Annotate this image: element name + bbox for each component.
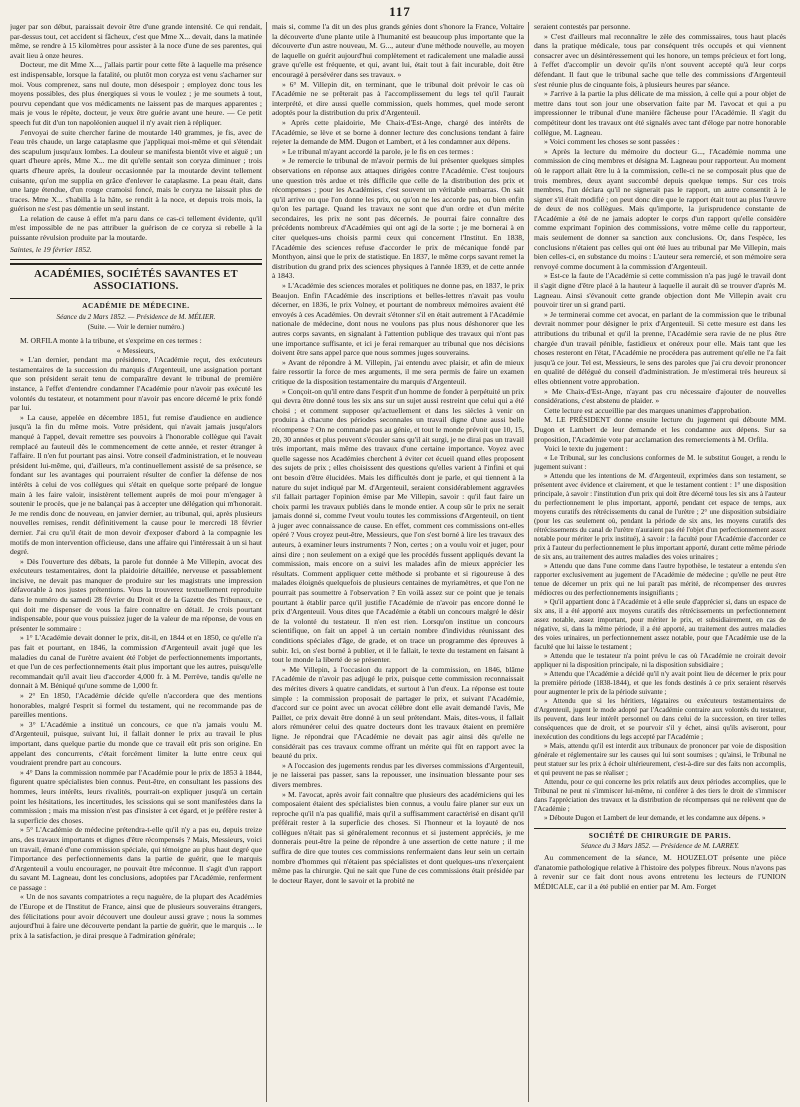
paragraph: J'envoyai de suite chercher farine de moutarde 140 grammes, je fis, avec de l'eau très chaude, un large cataplasme que j'appliquai moi-même et qui s'étendait des scapulum jusqu'aux lombes. La douleur se manifesta bientôt vive et aiguë ; un quart d'heure après, Mme X... me dit qu'elle sentait son coryza diminuer ; trois quarts d'heure après, la douleur occasionnée par la moutarde devint tellement cuisante, qu'on me supplia en grâce d'enlever le cataplasme. La peau était, dans une large étendue, d'un rouge cramoisi foncé, mais le coryza ne laissait plus de traces. Mme X... s'habilla à la hâte, se rendit à la noce, et depuis trois mois, la guérison ne s'est pas démentie un seul instant. (10, 127, 262, 214)
paragraph: Docteur, me dit Mme X..., j'allais partir pour cette fête à laquelle ma présence est indispensable, lorsque la fatalité, ou plutôt mon coryza est venu s'acharner sur moi. Vous comprenez, sans nul doute, mon désespoir ; employez donc tous les moyens possibles, des plus énergiques si vous le voulez ; je me soumets à tout, pourvu cependant que vos médicaments ne laissent pas de marques apparentes ; mais je vous le répète, docteur, je veux être guérie avant une heure. — Ce petit speech fut dit d'un ton napoléonien auquel il n'y avait rien à répliquer. (10, 60, 262, 127)
section-title: ACADÉMIES, SOCIÉTÉS SAVANTES ET ASSOCIATIONS. (34, 269, 238, 293)
paragraph: » C'est d'ailleurs mal reconnaître le zèle des commissaires, tous haut placés dans la pratique médicale, tous par conséquent très occupés et qui viennent consacrer avec un désintéressement qui les honore, un temps précieux et fort long, à l'effet d'accomplir un devoir qu'ils n'ont souvent accepté qu'à leur corps défendant. Il faut que le tribunal sache que telle des commissions d'Argenteuil s'est réunie plus de cinquante fois, à plusieurs heures par séance. (534, 31, 786, 89)
paragraph: » Attendu que si les héritiers, légataires ou exécuteurs testamentaires de d'Argenteuil, jugent le mode adopté par l'Académie contraire aux volontés du testateur, ils peuvent, dans leur intérêt personnel ou dans celui de la succession, en tirer telles conséquences que de droit, et se pourvoir s'il y échet, ainsi qu'ils aviseront, pour inexécution des conditions du legs accepté par l'Académie ; (534, 696, 786, 741)
paragraph: » L'Académie des sciences morales et politiques ne donne pas, en 1837, le prix Beaujon. Enfin l'Académie des inscriptions et belles-lettres n'avait pas voulu décerner, en 1836, le prix Volney, et pourtant de nombreux mémoires avaient été envoyés à ces Académies. On devrait s'étonner s'il en était autrement à l'Académie nationale de médecine, dont nous ne voulons pas plus nous déshonorer que les autres corps savants, en signalant à l'attention publique des travaux qui n'ont pas une importance suffisante, et ici je ferai remarquer au tribunal que nos décisions doivent être sans appel parce que nous sommes juges souverains. (272, 281, 524, 358)
paragraph: » Attendu que l'Académie a décidé qu'il n'y avait point lieu de décerner le prix pour la première période (1838-1844), et que les fonds destinés à ce prix seraient réservés pour augmenter le prix de la période suivante ; (534, 669, 786, 696)
column-rule (266, 22, 267, 1102)
paragraph: » Avant de répondre à M. Villepin, j'ai entendu avec plaisir, et afin de mieux faire ressortir la force de mes arguments, il me sera permis de faire un examen critique de la disposition testamentaire du marquis d'Argenteuil. (272, 357, 524, 386)
paragraph: juger par son début, paraissait devoir être d'une grande intensité. Ce qui rendait, par-dessus tout, cet accident si fâcheux, c'est que Mme X... devait, dans la matinée même, se rendre à 15 kilomètres pour assister à la noce d'une de ses parentes, qui avait lieu à onze heures. (10, 22, 262, 60)
paragraph: » Mais, attendu qu'il est interdit aux tribunaux de prononcer par voie de disposition générale et réglementaire sur les causes qui lui sont soumises ; qu'ainsi, le Tribunal ne peut statuer sur les prix à échoir ultérieurement, c'est-à-dire sur des faits non accomplis, et qui peuvent ne pas se réaliser ; (534, 741, 786, 777)
paragraph: » 5° L'Académie de médecine prétendra-t-elle qu'il n'y a pas eu, depuis treize ans, des travaux importants et dignes d'être récompensés ? Mais, Messieurs, voici un travail, émané d'une commission spéciale, qui témoigne au plus haut degré que l'importance des perfectionnements dans la partie de guérir, que le marquis d'Argenteuil a voulu encourager, ne pouvait être méconnue. Il s'agit d'un rapport du savant M. Lagneau, dont les conclusions, adoptées par l'Académie, renferment ce passage : (10, 825, 262, 892)
paragraph: » Le tribunal m'ayant accordé la parole, je le fis en ces termes : (282, 146, 474, 156)
divider (10, 259, 262, 260)
paragraph: » Me Villepin, à l'occasion du rapport de la commission, en 1846, blâme l'Académie de n'avoir pas adjugé le prix, puisque cette commission reconnaissait des mérites divers à quatre candidats, et surtout à l'un d'eux. La réponse est toute simple : la commission proposait de partager le prix, et suivant l'Académie, d'accord sur ce point avec un avocat célèbre dont elle avait demandé l'avis, Me Paillet, ce prix devait être donné à un seul prétendant. Mais, dites-vous, il fallait alors rémunérer celui des quatre docteurs dont les travaux étaient en première ligne. Je répondrai que l'Académie ne devait pas agir ainsi dès qu'elle ne considérait pas ces travaux comme offrant un mérite qui fût en rapport avec la beauté du prix. (272, 664, 524, 761)
paragraph: Voici le texte du jugement : (544, 444, 628, 454)
paragraph: » Je remercie le tribunal de m'avoir permis de lui présenter quelques simples observations en réponse aux attaques dirigées contre l'Académie. C'est toujours une question très ardue et très difficile que celle de la distribution des prix et récompenses ; pour les Académies, c'est souvent un véritable embarras. On sait qu'il arrive ou que l'on donne les prix, ou qu'on ne les accorde pas, ou bien enfin qu'on les partage. Quand les travaux ne sont que d'un ordre et d'un mérite secondaires, les prix ne sont pas décernés. Je pourrai faire connaître des précédents nombreux d'Académies qui ont agi de la sorte ; je me bornerai à en citer quelques-uns choisis parmi ceux qui concernent l'Institut. En 1838, l'Académie des sciences refuse d'accorder le prix de mécanique fondé par Monthyon, ainsi que le prix de statistique. En 1837, le même corps savant remet la distribution du grand prix des sciences physiques à l'année 1839, et de cette année à 1843. (272, 156, 524, 281)
paragraph: » Je terminerai comme cet avocat, en parlant de la commission que le tribunal devrait nommer pour désigner le prix d'Argenteuil. Si cette mesure est dans les attributions du tribunal et qu'il la prenne, l'Académie sera ravie de ne plus être chargée d'un travail pénible, fastidieux et onéreux pour elle. Mais tant que les choses resteront en l'état, l'Académie ne procédera pas autrement qu'elle ne l'a fait jusqu'à ce jour. Tel est, Messieurs, le sens des paroles que j'ai cru devoir prononcer en qualité de délégué du conseil d'administration. Je m'estimerai très heureux si elles obtiennent votre approbation. (534, 309, 786, 386)
divider (10, 298, 262, 299)
continuation-note: (Suite. — Voir le dernier numéro.) (87, 323, 185, 332)
paragraph: » 4° Dans la commission nommée par l'Académie pour le prix de 1853 à 1844, figurent quatre spécialistes bien connus. Peut-être, en consultant les passions des hommes, leurs intérêts, leurs rivalités, pourrait-on expliquer jusqu'à un certain point les hésitations, les incertitudes, les scissions qui se sont manifestées dans la commission ; mais ma mission n'est pas d'insister à cet égard, et je préfère rester à la superficie des choses. (10, 767, 262, 825)
paragraph: » Déboute Dugon et Lambert de leur demande, et les condamne aux dépens. » (544, 813, 766, 822)
academy-heading: ACADÉMIE DE MÉDECINE. (82, 302, 190, 311)
paragraph: » Dès l'ouverture des débats, la parole fut donnée à Me Villepin, avocat des exécuteurs testamentaires, dont la plaidoirie détaillée, nerveuse et passablement incisive, ne devait pas manquer de produire sur les magistrats une impression défavorable à nos justes prétentions. Vous la trouverez textuellement reproduite dans le numéro du samedi 28 février du Droit et de la Gazette des Tribunaux, ce qui doit me dispenser de vous la faire connaître en détail. Je crois pourtant indispensable, pour que vous puissiez juger de la valeur de ma réponse, de vous en présenter le sommaire : (10, 556, 262, 633)
society-heading: SOCIÉTÉ DE CHIRURGIE DE PARIS. (588, 831, 732, 840)
paragraph: « Messieurs, (116, 345, 156, 355)
paragraph: Cette lecture est accueillie par des marques unanimes d'approbation. (544, 405, 752, 415)
paragraph: mais si, comme l'a dit un des plus grands génies dont s'honore la France, Voltaire la découverte d'une plante utile à l'humanité est beaucoup plus importante que la découverte d'un astre nouveau, M. G..., auteur d'une méthode nouvelle, au moyen de laquelle on guérit aujourd'hui complètement et radicalement une maladie aussi grave qu'elle est fréquente, et qui, avant lui, était tout à fait incurable, doit être encouragé à persévérer dans ses travaux. » (272, 22, 524, 79)
paragraph: » 1° L'Académie devait donner le prix, dit-il, en 1844 et en 1850, ce qu'elle n'a pas fait et pourtant, en 1846, la commission d'Argenteuil avait jugé que les maladies du canal de l'urètre avaient été l'objet de perfectionnements importants, et que l'un de ces perfectionnements était plus important que les autres, puisqu'elle recommandait qu'il avait lieu d'accorder 4,000 fr. à M. Perrève, tandis qu'elle ne donnait à M. Béniqué qu'une somme de 1,000 fr. (10, 633, 262, 691)
paragraph: » A l'occasion des jugements rendus par les diverses commissions d'Argenteuil, je ne laisserai pas passer, sans la repousser, une insinuation blessante pour ses divers membres. (272, 760, 524, 789)
paragraph: » L'an dernier, pendant ma présidence, l'Académie reçut, des exécuteurs testamentaires de la succession du marquis d'Argenteuil, une assignation portant que son président serait tenu de comparaître devant le tribunal de première instance, à l'effet d'entendre condamner l'Académie pour n'avoir pas exécuté les volontés du testateur, et notamment pour n'avoir pas encore décerné le prix fondé par lui. (10, 355, 262, 413)
paragraph: M. LE PRÉSIDENT donne ensuite lecture du jugement qui déboute MM. Dugon et Lambert de leur demande et les condamne aux dépens. Sur sa proposition, l'Académie vote par acclamation des remerciements à M. Orfila. (534, 415, 786, 444)
divider (534, 828, 786, 829)
paragraph: Attendu, pour ce qui concerne les prix relatifs aux deux périodes accomplies, que le Tribunal ne peut ni s'immiscer lui-même, ni conférer à des tiers le droit de s'immiscer dans l'appréciation des travaux et la distribution de récompenses qui ne relèvent que de l'Académie ; (534, 777, 786, 813)
page-number: 117 (389, 4, 411, 19)
paragraph: » Attendu que dans l'une comme dans l'autre hypothèse, le testateur a entendu s'en rapporter exclusivement au jugement de l'Académie de médecine ; qu'elle ne peut être tenue de décerner un prix qui ne lui paraît pas mérité, de récompenser des œuvres médiocres ou des perfectionnements insignifiants ; (534, 561, 786, 597)
paragraph: » Conçoit-on qu'il entre dans l'esprit d'un homme de fonder à perpétuité un prix qui devra être donné tous les six ans sur un sujet aussi restreint que celui qui a été choisi ; et comment supposer qu'actuellement et dans les siècles à venir on produira à chacune des périodes seconnales un travail digne d'une aussi belle récompense ? On ne commande pas au génie, et tout le monde prévoit que 10, 15, 20, 30 années et plus peuvent s'écouler sans qu'il ait surgi, je ne dirai pas un travail très important, mais même des travaux d'une certaine importance. Voyez avec quelle sagesse nos Académies cherchent à éviter cet écueil quand elles proposent des sujets de prix ; elles choisissent des questions qu'elles varient à l'infini et qui ont besoin d'être élucidées. Mais les difficultés dont je parle, et qui tiennent à la nature du sujet indiqué par M. d'Argenteuil, seraient considérablement aggravées s'il fallait partager l'opinion émise par Me Villepin, savoir : qu'il faut faire un choix parmi les travaux publiés dans le monde entier. A coup sûr le prix ne serait jamais donné si, comme l'veut voulu toutes les commissions d'Argenteuil, on tient à juger avec connaissance de cause. En effet, comment ces commissions ont-elles opéré ? Vous croyez peut-être, Messieurs, que l'on s'est borné à lire les travaux des auteurs, à examiner leurs instruments ? Non, certes ; on a voulu voir et juger, pour ainsi dire ; non seulement on a exigé que les procédés fussent appliqués devant la commission, mais encore on a suivi les malades afin de mieux apprécier les résultats. Comment appliquer cette méthode si probante et si rigoureuse à des malades éloignés quelquefois de plusieurs centaines de myriamètres, et que l'on ne pourrait pas soumettre à l'observation ? En voilà assez sur ce point que je tenais pourtant à établir parce qu'il justifie l'Académie de n'avoir pas encore donné le prix d'Argenteuil. Vous dites que l'Académie a établi un concours malgré le désir de la volonté du testateur. Il n'en est rien. Lorsqu'on institue un concours scientifique, on fait un appel à un certain nombre d'individus réunissant des conditions spéciales d'âge, de grade, et on trace un programme des épreuves à subir. Ici, on s'est borné à publier, et il le fallait, le texte du testament en faisant à tout le monde la liberté de se présenter. (272, 386, 524, 665)
paragraph: » 3° L'Académie a institué un concours, ce que n'a jamais voulu M. d'Argenteuil, puisque, suivant lui, il fallait donner le prix au travail le plus important, dans quelque partie du monde que ce travail eût pris son origine. En appelant des concurrents, c'était forcément limiter la lutte entre ceux qui voudraient prendre part au concours. (10, 719, 262, 768)
paragraph: Au commencement de la séance, M. HOUZELOT présente une pièce d'anatomie pathologique relative à l'histoire des polypes fibreux. Nous n'avons pas à revenir sur ce fait dont nous avons entretenu les lecteurs de l'UNION MÉDICALE, car il a été publié en entier par M. Am. Forget (534, 852, 786, 891)
paragraph: » Voici comment les choses se sont passées : (544, 137, 680, 147)
paragraph: » Attendu que le testateur n'a point prévu le cas où l'Académie ne croirait devoir appliquer ni la disposition principale, ni la disposition subsidiaire ; (534, 651, 786, 669)
paragraph: » J'arrive à la partie la plus délicate de ma mission, à celle qui a pour objet de mettre dans tout son jour une observation faite par M. l'avocat et qui a pu impressionner le tribunal d'une manière fâcheuse pour l'Académie. Il s'agit du compétiteur dont les travaux ont été signalés avec tant d'éloge par notre honorable collègue, M. Lagneau. (534, 89, 786, 137)
paragraph: « Le Tribunal, sur les conclusions conformes de M. le substitut Gouget, a rendu le jugement suivant : (534, 453, 786, 471)
paragraph: » Attendu que les intentions de M. d'Argenteuil, exprimées dans son testament, se présentent avec évidence et clairement, et que le testament contient : 1° une disposition principale, à savoir : l'institution d'un prix qui doit être décerné tous les six ans à l'auteur du perfectionnement le plus important, apporté, pendant cet espace de temps, aux moyens curatifs des rétrécissements du canal de l'urètre ; 2° une disposition subsidiaire (pour les cas seulement où, pendant la période de six ans, les moyens curatifs des rétrécissements du canal de l'urètre n'auraient pas été l'objet d'un perfectionnement assez notable pour mériter le prix institué), à savoir : la faculté pour l'Académie d'accorder ce prix à l'auteur du perfectionnement le plus important apporté, durant cette même période de six ans, au traitement des autres maladies des voies urinaires ; (534, 471, 786, 561)
paragraph: » M. l'avocat, après avoir fait connaître que plusieurs des académiciens qui les composaient étaient des spécialistes bien connus, a voulu faire planer sur eux un reproche qu'il n'a pas qualifié, mais qu'il a suffisamment caractérisé en disant qu'il préférait rester à la superficie des choses. Si l'honneur et la loyauté de nos collègues n'était pas si généralement reconnus et si justement appréciés, je me donnerais peut-être la peine de répondre à une assertion de cette nature ; il me suffira de dire que toutes ces commissions renfermaient dans leur sein un certain nombre d'hommes qui n'étaient pas spécialistes et dont quelques-uns n'exerçaient même pas la chirurgie. Qui ne sait que l'une de ces commissions était présidée par le docteur Rayer, dont le savoir et la probité ne (272, 789, 524, 885)
column-2 (272, 22, 524, 1102)
paragraph: » Après la lecture du mémoire du docteur G..., l'Académie nomma une commission de cinq membres et désigna M. Lagneau pour rapporteur. Au moment où le rapport allait être lu à la commission, celle-ci ne se composait plus que de trois membres, deux ayant succombé depuis quelque temps. Sur ces trois membres, l'un déclara qu'il ne signerait pas le rapport, un autre consentit à le signer s'il était modifié ; on peut donc dire que le rapport était tout au plus l'œuvre de deux de nos collègues. Mais qu'importe, la jurisprudence constante de l'Académie a été de ne jamais adopter le corps d'un rapport qu'elle considère comme exprimant l'opinion des commissions, votre même celle du rapporteur, mais seulement de donner sa sanction aux conclusions. Or, dans l'espèce, les conclusions n'étaient pas celles qui ont été lues au tribunal par Me Villepin, mais bien celles-ci, en substance du moins : L'auteur sera remercié, et son mémoire sera renvoyé comme document à la commission d'Argenteuil. (534, 146, 786, 271)
paragraph: seraient contestés par personne. (534, 22, 631, 31)
paragraph: » Qu'il appartient donc à l'Académie et à elle seule d'apprécier si, dans un espace de six ans, il a été apporté aux moyens curatifs des rétrécissements un perfectionnement assez notable, assez important, pour mériter le prix, et subsidiairement, en cas de négative, si, dans la même période, il a été apporté, au traitement des autres maladies des voies urinaires, un perfectionnement assez notable, pour que l'Académie use de la faculté que lui laisse le testament ; (534, 597, 786, 651)
paragraph: « Un de nos savants compatriotes a reçu naguère, de la plupart des Académies de l'Europe et de l'Institut de France, ainsi que de plusieurs souverains étrangers, des félicitations pour avoir découvert une douleur aussi grave ; nous la sommes aujourd'hui à faire une découverte pendant la partie de guérir, que le marquis ... le prix à la satisfaction, je dirai presque à l'admiration générale; (10, 892, 262, 940)
paragraph: » Après cette plaidoirie, Me Chaix-d'Est-Ange, chargé des intérêts de l'Académie, se lève et se borne à donner lecture des conclusions tendant à faire rejeter la demande de MM. Dugon et Lambert, et à les condamner aux dépens. (272, 117, 524, 147)
paragraph: » 2° En 1850, l'Académie décide qu'elle n'accordera que des mentions honorables, malgré l'esprit si formel du testament, qui ne recommande pas de pareilles mentions. (10, 691, 262, 720)
paragraph: M. ORFILA monte à la tribune, et s'exprime en ces termes : (20, 336, 202, 346)
paragraph: » La cause, appelée en décembre 1851, fut remise d'audience en audience jusqu'à la fin du même mois. Votre président, qui n'avait jamais jusqu'alors manqué à l'appel, devait remettre ses pouvoirs à l'honorable collègue qui l'avait remplacé au fauteuil dès le commencement de cette année, et rester étranger à l'affaire. Il n'en fut pourtant pas ainsi. Votre conseil d'administration, et le nouveau président lui-même, qui, d'ailleurs, m'a continuellement assisté de sa présence, se fondant sur les avantages qui pourraient résulter de confier la défense de nos intérêts à celui de vos collègues qui s'était en quelque sorte préparé de longue main à les faire valoir, insistèrent tellement auprès de moi pour m'engager à soutenir le procès, que je ne balançai pas à accepter une délégation qui m'honorait. Je me rendis donc de nouveau, en janvier dernier, au tribunal, qui, après plusieurs nouvelles remises, rendit définitivement la cause pour le mercredi 18 février dernier. J'ai cru qu'il était de mon devoir d'exposer d'abord à la compagnie les motifs de mon intervention officieuse, dans une affaire qui l'intéressait à un si haut degré. (10, 412, 262, 557)
signature: Saintes, le 19 février 1852. (10, 244, 92, 254)
paragraph: » Me Chaix-d'Est-Ange, n'ayant pas cru nécessaire d'ajouter de nouvelles considérations, c'est abstenu de plaider. » (534, 386, 786, 406)
column-1 (10, 22, 262, 1102)
session-line: Séance du 3 Mars 1852. — Présidence de M. LARREY. (580, 842, 740, 851)
paragraph: La relation de cause à effet m'a paru dans ce cas-ci tellement évidente, qu'il m'est impossible de ne pas attribuer la guérison de ce coryza si rebelle à la puissante révulsion produite par la moutarde. (10, 213, 262, 243)
divider (10, 263, 262, 265)
paragraph: » Est-ce la faute de l'Académie si cette commission n'a pas jugé le travail dont il s'agit digne d'être placé à la hauteur à laquelle il aurait dû se trouver d'après M. Lagneau. Ainsi s'évanouit cette grande objection dont Me Villepin avait cru pouvoir tirer un si grand parti. (534, 271, 786, 310)
session-line: Séance du 2 Mars 1852. — Présidence de M. MÉLIER. (56, 312, 216, 321)
column-rule (528, 22, 529, 1102)
paragraph: » 6° M. Villepin dit, en terminant, que le tribunal doit prévoir le cas où l'Académie ne se prêterait pas à l'accomplissement du legs tel qu'il l'aurait interprété, et dire aussi quelle commission, quels hommes, quel mode seront adoptés pour la distribution du prix d'Argenteuil. (272, 79, 524, 118)
column-3 (534, 22, 786, 1102)
